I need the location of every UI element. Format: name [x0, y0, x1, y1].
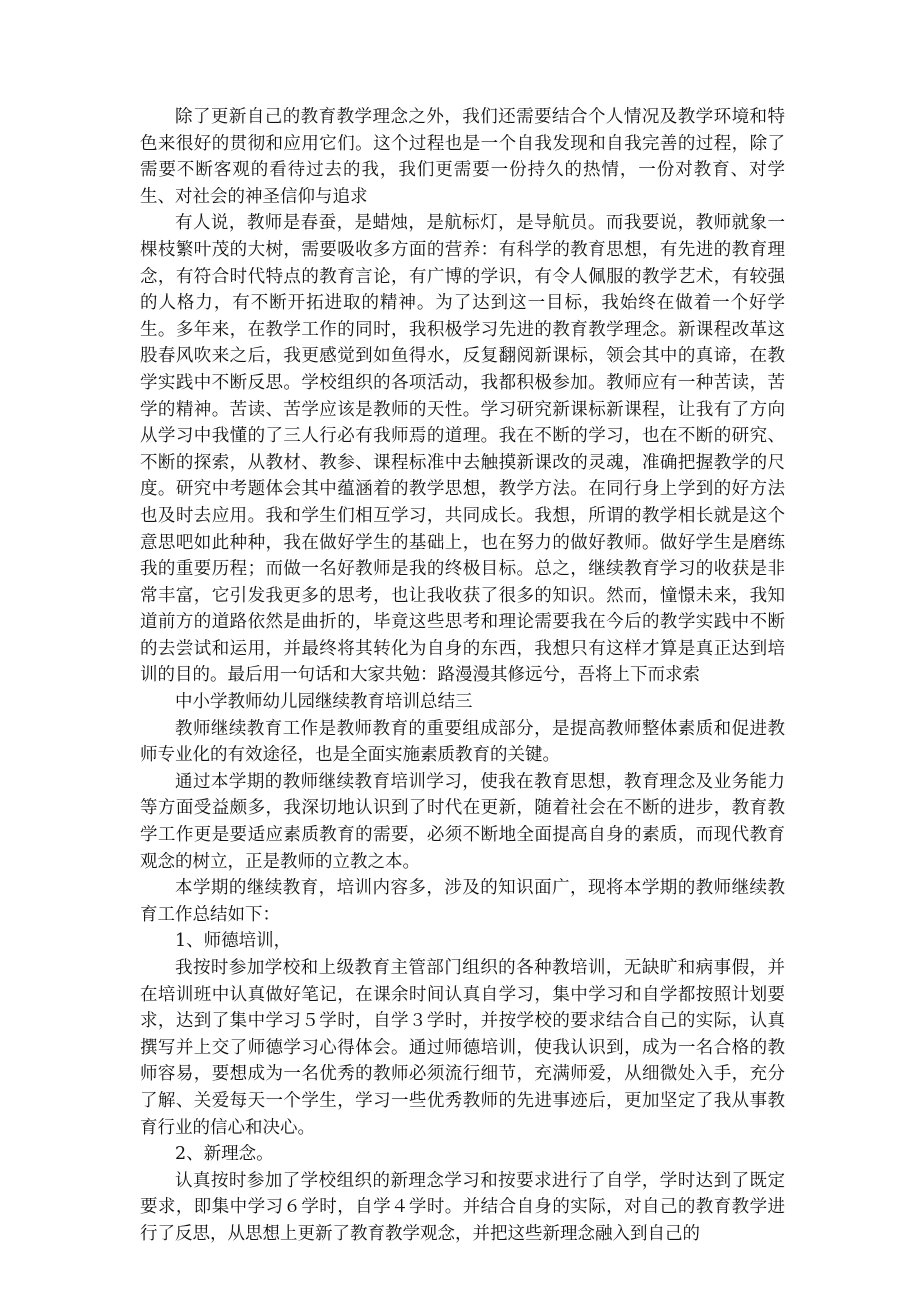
paragraph-summary-lead: 本学期的继续教育，培训内容多，涉及的知识面广，现将本学期的教师继续教育工作总结如下：	[140, 878, 785, 925]
section-title-summary-three: 中小学教师幼儿园继续教育培训总结三	[175, 692, 473, 713]
paragraph-teacher-growth: 有人说，教师是春蚕，是蜡烛，是航标灯，是导航员。而我要说，教师就象一棵枝繁叶茂的大树，需要吸收多方面的营养：有科学的教育思想，有先进的教育理念，有符合时代特点的教育言论，有广博的学识，有令人佩服的教学艺术，有较强的人格力，有不断开拓进取的精神。为了达到这一目标，我始终在做着一个好学生。多年来，在教学工作的同时，我积极学习先进的教育教学理念。新课程改革这股春风吹来之后，我更感觉到如鱼得水，反复翻阅新课标，领会其中的真谛，在教学实践中不断反思。学校组织的各项活动，我都积极参加。教师应有一种苦读，苦学的精神。苦读、苦学应该是教师的天性。学习研究新课标新课程，让我有了方向从学习中我懂的了三人行必有我师焉的道理。我在不断的学习，也在不断的研究、不断的探索，从教材、教参、课程标准中去触摸新课改的灵魂，准确把握教学的尺度。研究中考题体会其中蕴涵着的教学思想，教学方法。在同行身上学到的好方法也及时去应用。我和学生们相互学习，共同成长。我想，所谓的教学相长就是这个意思吧如此种种，我在做好学生的基础上，也在努力的做好教师。做好学生是磨练我的重要历程；而做一名好教师是我的终极目标。总之，继续教育学习的收获是非常丰富，它引发我更多的思考，也让我收获了很多的知识。然而，憧憬未来，我知道前方的道路依然是曲折的，毕竟这些思考和理论需要我在今后的教学实践中不断的去尝试和运用，并最终将其转化为自身的东西，我想只有这样才算是真正达到培训的目的。最后用一句话和大家共勉：路漫漫其修远兮，吾将上下而求索	[140, 213, 785, 686]
paragraph-new-concepts: 认真按时参加了学校组织的新理念学习和按要求进行了自学，学时达到了既定要求，即集中学习６学时，自学４学时。并结合自身的实际，对自己的教育教学进行了反思，从思想上更新了教育教学观念，并把这些新理念融入到自己的	[140, 1170, 785, 1244]
paragraph-ethics-training: 我按时参加学校和上级教育主管部门组织的各种教培训，无缺旷和病事假，并在培训班中认真做好笔记，在课余时间认真自学习，集中学习和自学都按照计划要求，达到了集中学习５学时，自学３学时，并按学校的要求结合自己的实际，认真撰写并上交了师德学习心得体会。通过师德培训，使我认识到，成为一名合格的教师容易，要想成为一名优秀的教师必须流行细节，充满师爱，从细微处入手，充分了解、关爱每天一个学生，学习一些优秀教师的先进事迹后，更加坚定了我从事教育行业的信心和决心。	[140, 958, 785, 1138]
paragraph-semester-benefits: 通过本学期的教师继续教育培训学习，使我在教育思想，教育理念及业务能力等方面受益颇多，我深切地认识到了时代在更新，随着社会在不断的进步，教育教学工作更是要适应素质教育的需要，必须不断地全面提高自身的素质，而现代教育观念的树立，正是教师的立教之本。	[140, 771, 785, 872]
heading-ethics-training: 1、师德培训，	[175, 931, 292, 952]
paragraph-continuing-education-intro: 教师继续教育工作是教师教育的重要组成部分，是提高教师整体素质和促进教师专业化的有效途径，也是全面实施素质教育的关键。	[140, 718, 785, 766]
paragraph-education-philosophy: 除了更新自己的教育教学理念之外，我们还需要结合个人情况及教学环境和特色来很好的贯彻和应用它们。这个过程也是一个自我发现和自我完善的过程，除了需要不断客观的看待过去的我，我们更需要一份持久的热情，一份对教育、对学生、对社会的神圣信仰与追求	[140, 107, 785, 207]
document-body	[140, 104, 785, 1248]
heading-new-concepts: 2、新理念。	[175, 1144, 274, 1165]
